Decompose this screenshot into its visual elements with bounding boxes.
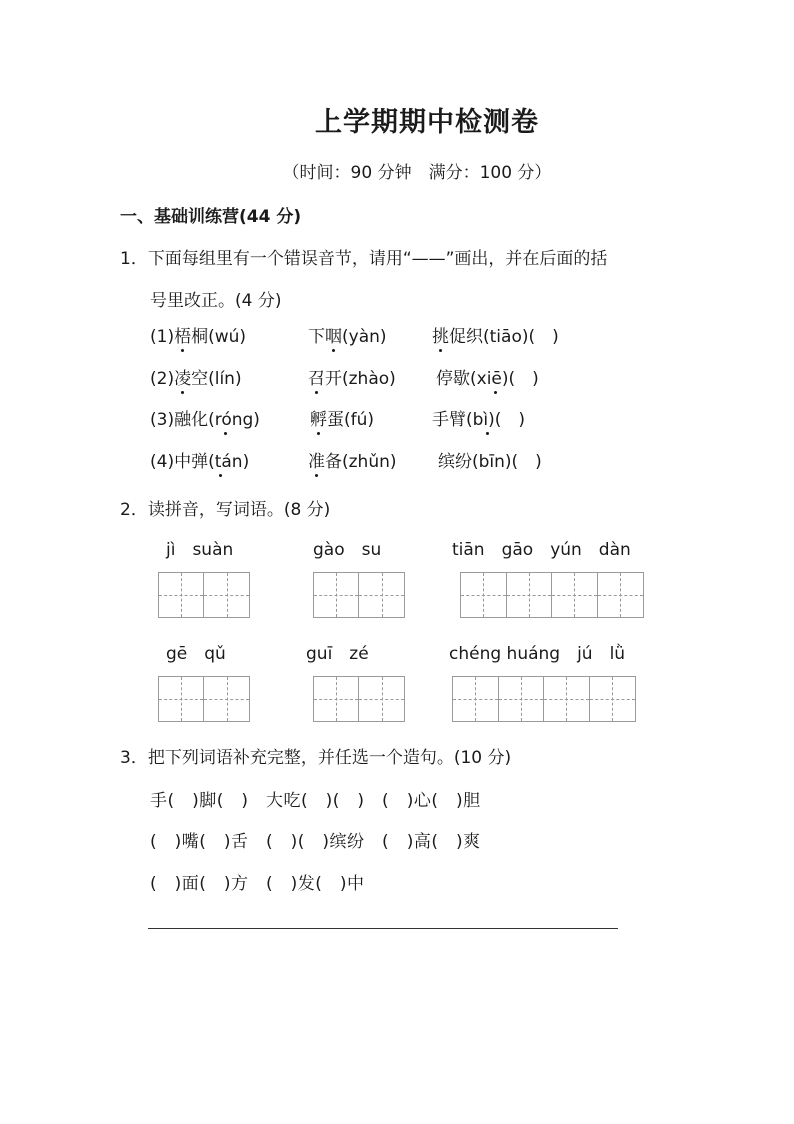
section-heading: 一、基础训练营(44 分) [120,207,302,227]
answer-line[interactable] [148,928,618,929]
q1-item: 孵蛋(fú) [310,410,375,430]
writing-grid[interactable] [313,676,405,722]
pinyin-label: gē qǔ [166,644,226,664]
pinyin-label: tiān gāo yún dàn [452,540,631,560]
writing-grid[interactable] [158,572,250,618]
pinyin-label: chéng huáng jú lǜ [449,644,626,664]
q1-item: 下咽(yàn) [308,327,387,347]
grid-cell[interactable] [453,677,499,721]
grid-cell[interactable] [359,573,404,617]
q1-item: 手臂(bì)( ) [432,410,526,430]
q3-row: 手( )脚( ) 大吃( )( ) ( )心( )胆 [150,791,481,811]
q3-row: ( )面( )方 ( )发( )中 [150,874,365,894]
q1-instruction-cont: 号里改正。(4 分) [150,291,282,311]
writing-grid[interactable] [158,676,250,722]
grid-cell[interactable] [499,677,545,721]
pinyin-label: gào su [313,540,382,560]
grid-cell[interactable] [544,677,590,721]
grid-cell[interactable] [159,677,204,721]
q1-item: (4)中弹(tán) [150,452,250,472]
grid-cell[interactable] [461,573,507,617]
q1-item: (1)梧桐(wú) [150,327,247,347]
q1-item: 召开(zhào) [308,369,396,389]
q3-instruction: 3．把下列词语补充完整，并任选一个造句。(10 分) [120,748,512,768]
grid-cell[interactable] [314,573,359,617]
q2-instruction: 2．读拼音，写词语。(8 分) [120,500,331,520]
q1-item: (2)凌空(lín) [150,369,242,389]
grid-cell[interactable] [552,573,598,617]
grid-cell[interactable] [590,677,635,721]
q1-item: 准备(zhǔn) [308,452,397,472]
q1-item: 停歇(xiē)( ) [436,369,539,389]
q1-instruction: 1．下面每组里有一个错误音节，请用“——”画出，并在后面的括 [120,249,608,269]
grid-cell[interactable] [204,573,249,617]
writing-grid[interactable] [460,572,644,618]
grid-cell[interactable] [598,573,643,617]
pinyin-label: jì suàn [166,540,234,560]
writing-grid[interactable] [313,572,405,618]
exam-info: （时间：90 分钟 满分：100 分） [282,163,552,183]
grid-cell[interactable] [159,573,204,617]
q1-item: 缤纷(bīn)( ) [438,452,542,472]
grid-cell[interactable] [507,573,553,617]
pinyin-label: guī zé [306,644,369,664]
grid-cell[interactable] [359,677,404,721]
q1-item: (3)融化(róng) [150,410,260,430]
grid-cell[interactable] [314,677,359,721]
writing-grid[interactable] [452,676,636,722]
page-title: 上学期期中检测卷 [315,107,539,138]
q3-row: ( )嘴( )舌 ( )( )缤纷 ( )高( )爽 [150,832,481,852]
grid-cell[interactable] [204,677,249,721]
q1-item: 挑促织(tiāo)( ) [432,327,559,347]
